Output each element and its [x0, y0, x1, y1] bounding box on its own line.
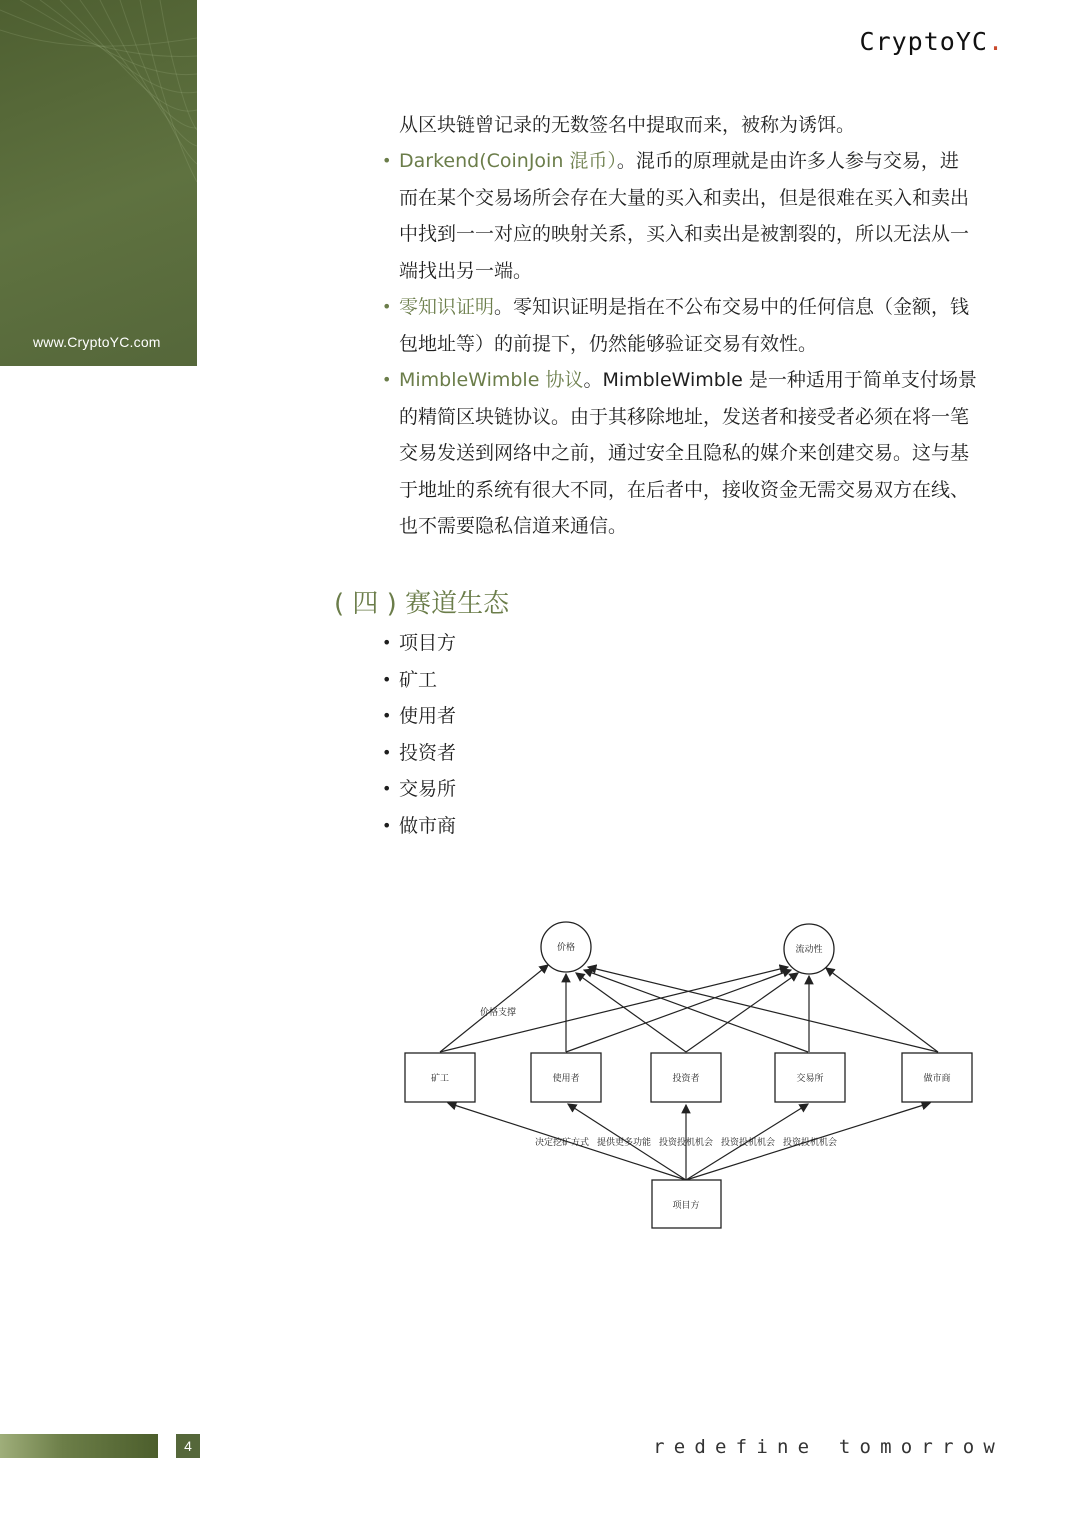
bullet-line: 端找出另一端。 — [399, 259, 533, 282]
section-title: ( 四 ) 赛道生态 — [334, 589, 510, 619]
bullet-dot: • — [382, 633, 392, 652]
bullet-dot: • — [382, 669, 392, 689]
edge-label: 投资投机机会 — [659, 1138, 714, 1148]
list-item-label: 做市商 — [399, 814, 457, 837]
list-item — [382, 808, 457, 845]
bullet-line: 。混币的原理就是由许多人参与交易，进 — [616, 150, 959, 172]
bullet-term: Darkend(CoinJoin 混币） — [399, 150, 617, 172]
list-item — [382, 771, 457, 808]
bullet-dot: • — [382, 815, 392, 835]
footer-slogan: redefine tomorrow — [653, 1436, 1004, 1458]
node-user-label: 使用者 — [552, 1074, 580, 1084]
bullet-line: 的精简区块链协议。由于其移除地址，发送者和接受者必须在将一笔 — [399, 405, 970, 428]
bullet-dot: • — [382, 706, 392, 725]
edge — [576, 973, 686, 1052]
edge-label: 决定挖矿方式 — [535, 1138, 590, 1148]
edge-label: 投资投机机会 — [783, 1138, 838, 1148]
edge-label: 投资投机机会 — [721, 1138, 776, 1148]
bullet-zero-knowledge — [382, 289, 1005, 362]
node-miner-label: 矿工 — [430, 1074, 450, 1084]
page-number: 4 — [176, 1434, 200, 1458]
edge-labels-bottom — [535, 1136, 837, 1148]
edge — [686, 973, 798, 1052]
node-market-maker-label: 做市商 — [923, 1074, 951, 1084]
bullet-line: 中找到一一对应的映射关系，买入和卖出是被割裂的，所以无法从一 — [399, 223, 970, 245]
edge-label-price-support: 价格支撑 — [479, 1008, 517, 1018]
bullet-dot: • — [382, 779, 392, 798]
edge — [826, 968, 938, 1052]
intro-line: 从区块链曾记录的无数签名中提取而来，被称为诱饵。 — [399, 114, 856, 136]
node-liquidity-label: 流动性 — [795, 945, 823, 955]
ecosystem-list — [382, 625, 457, 844]
list-item-label: 交易所 — [399, 778, 457, 800]
bullet-line: 。零知识证明是指在不公布交易中的任何信息（金额，钱 — [494, 296, 970, 318]
bullet-line: 。MimbleWimble 是一种适用于简单支付场景 — [583, 369, 977, 391]
ecosystem-diagram — [398, 918, 983, 1238]
bullet-dot: • — [382, 742, 392, 762]
bullet-line: 于地址的系统有很大不同，在后者中，接收资金无需交易双方在线、 — [399, 478, 970, 501]
bullet-line: 交易发送到网络中之前，通过安全且隐私的媒介来创建交易。这与基 — [399, 442, 970, 464]
edge — [566, 970, 791, 1052]
wave-pattern — [0, 0, 197, 366]
bullet-dot: • — [382, 370, 392, 389]
bullet-term: 零知识证明 — [399, 296, 495, 318]
list-item — [382, 735, 457, 772]
bullet-term: MimbleWimble 协议 — [399, 369, 584, 391]
list-item — [382, 662, 456, 699]
node-project-label: 项目方 — [672, 1201, 700, 1211]
list-item — [382, 625, 457, 662]
edge — [584, 970, 808, 1052]
list-item — [382, 698, 457, 735]
bullet-dot: • — [382, 151, 392, 170]
list-item-label: 投资者 — [399, 741, 457, 764]
bullet-darkend — [382, 143, 1005, 289]
bullet-mimblewimble — [382, 362, 1005, 545]
node-exchange-label: 交易所 — [796, 1074, 824, 1084]
brand-logo — [860, 27, 1004, 56]
footer-bar — [0, 1434, 158, 1458]
brand-text: CryptoYC — [859, 27, 988, 56]
sidebar-panel — [0, 0, 197, 366]
brand-dot: . — [987, 27, 1004, 56]
bullet-line: 而在某个交易场所会存在大量的买入和卖出，但是很难在买入和卖出 — [399, 186, 970, 209]
bullet-dot: • — [382, 297, 392, 316]
bullet-line: 包地址等）的前提下，仍然能够验证交易有效性。 — [399, 332, 818, 355]
list-item-label: 使用者 — [399, 705, 457, 727]
node-price-label: 价格 — [556, 943, 576, 953]
node-investor-label: 投资者 — [672, 1074, 700, 1084]
edge-label: 提供更多功能 — [597, 1138, 652, 1148]
bullet-line: 也不需要隐私信道来通信。 — [399, 515, 628, 537]
list-item-label: 项目方 — [399, 632, 457, 654]
bullet-list — [382, 143, 1005, 545]
list-item-label: 矿工 — [399, 668, 438, 691]
website-url[interactable]: www.CryptoYC.com — [33, 334, 161, 350]
